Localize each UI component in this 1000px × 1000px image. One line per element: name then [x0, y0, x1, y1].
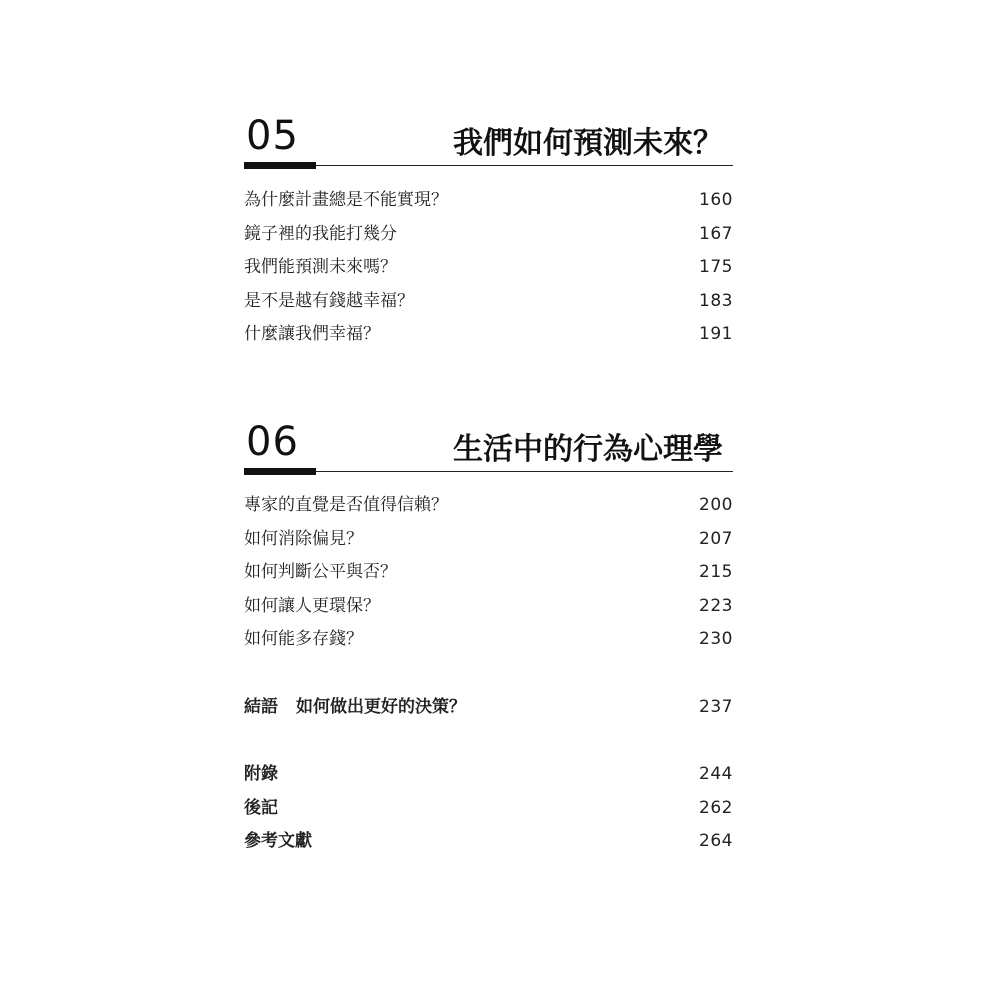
entry-page: 215 — [699, 562, 733, 582]
chapter-bar — [244, 468, 316, 475]
chapter-rule — [244, 165, 733, 166]
toc-entry-references[interactable] — [244, 829, 733, 853]
chapter-05-header — [244, 114, 733, 176]
entry-title: 鏡子裡的我能打幾分 — [244, 224, 397, 244]
entry-title: 參考文獻 — [244, 831, 312, 851]
toc-entry-conclusion[interactable] — [244, 695, 733, 719]
entry-page: 262 — [699, 798, 733, 818]
entry-page: 200 — [699, 495, 733, 515]
toc-entry[interactable] — [244, 493, 733, 517]
entry-page: 207 — [699, 529, 733, 549]
entry-page: 230 — [699, 629, 733, 649]
entry-page: 244 — [699, 764, 733, 784]
toc-entry[interactable] — [244, 255, 733, 279]
entry-title: 如何消除偏見？ — [244, 529, 363, 549]
entry-page: 223 — [699, 596, 733, 616]
chapter-06-header — [244, 420, 733, 482]
entry-title: 是不是越有錢越幸福？ — [244, 291, 414, 311]
chapter-number: 05 — [246, 113, 299, 159]
chapter-rule — [244, 471, 733, 472]
toc-entry[interactable] — [244, 627, 733, 651]
entry-page: 167 — [699, 224, 733, 244]
entry-title: 我們能預測未來嗎？ — [244, 257, 397, 277]
entry-page: 191 — [699, 324, 733, 344]
entry-title: 如何讓人更環保？ — [244, 596, 380, 616]
toc-entry[interactable] — [244, 527, 733, 551]
entry-page: 237 — [699, 697, 733, 717]
entry-title: 附錄 — [244, 764, 278, 784]
toc-entry[interactable] — [244, 289, 733, 313]
toc-entry[interactable] — [244, 560, 733, 584]
chapter-number: 06 — [246, 419, 299, 465]
toc-entry-afterword[interactable] — [244, 796, 733, 820]
toc-entry[interactable] — [244, 222, 733, 246]
toc-entry[interactable] — [244, 322, 733, 346]
entry-title: 如何判斷公平與否？ — [244, 562, 397, 582]
entry-title: 如何能多存錢？ — [244, 629, 363, 649]
toc-entry[interactable] — [244, 188, 733, 212]
chapter-title: 生活中的行為心理學 — [453, 432, 723, 467]
toc-entry[interactable] — [244, 594, 733, 618]
entry-page: 160 — [699, 190, 733, 210]
entry-title: 專家的直覺是否值得信賴？ — [244, 495, 448, 515]
entry-title: 什麼讓我們幸福？ — [244, 324, 380, 344]
entry-page: 183 — [699, 291, 733, 311]
entry-page: 264 — [699, 831, 733, 851]
toc-entry-appendix[interactable] — [244, 762, 733, 786]
conclusion-label: 結語 — [244, 697, 278, 717]
entry-title: 後記 — [244, 798, 278, 818]
entry-page: 175 — [699, 257, 733, 277]
entry-title: 為什麼計畫總是不能實現？ — [244, 190, 448, 210]
chapter-title: 我們如何預測未來？ — [453, 126, 723, 161]
conclusion-title: 如何做出更好的決策？ — [296, 697, 466, 717]
chapter-bar — [244, 162, 316, 169]
